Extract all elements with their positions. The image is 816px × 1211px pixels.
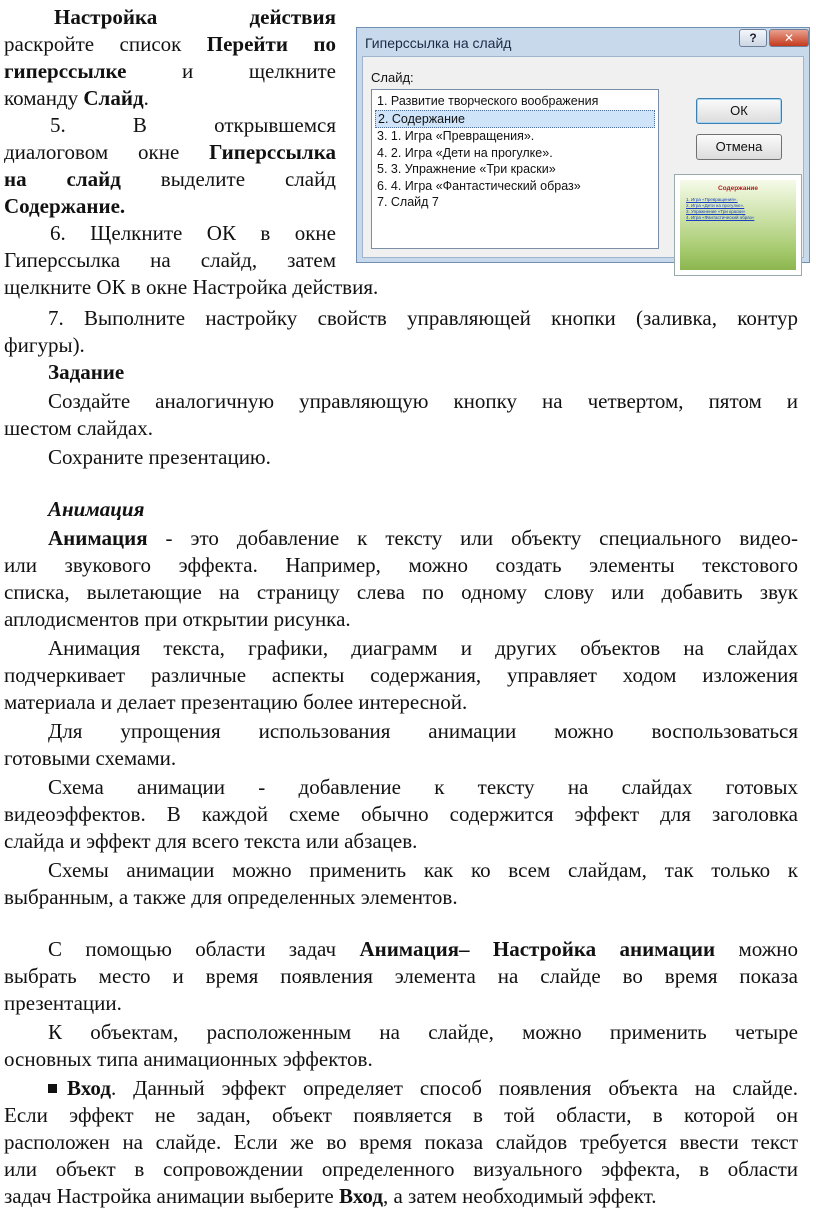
- text-line: задач Настройка анимации выберите Вход, а затем необходимый эффект.: [4, 1184, 657, 1208]
- slide-list-item[interactable]: 4. 2. Игра «Дети на прогулке».: [377, 145, 553, 160]
- preview-link: 2. Игра «Дети на прогулке».: [686, 203, 745, 208]
- text-line: Схема анимации - добавление к тексту на слайдах готовых: [48, 775, 798, 799]
- text-line: презентации.: [4, 991, 122, 1015]
- bullet-line: Вход. Данный эффект определяет способ появления объекта на слайде.: [48, 1075, 798, 1102]
- ok-button[interactable]: ОК: [696, 98, 782, 124]
- slide-list-item[interactable]: 7. Слайд 7: [377, 195, 439, 209]
- text-line: видеоэффектов. В каждой схеме обычно содержится эффект для заголовка: [4, 802, 798, 826]
- text-line: команду Слайд.: [4, 86, 149, 110]
- text-line: Если эффект не задан, объект появляется в той области, в которой он: [4, 1103, 798, 1127]
- text-line: Для упрощения использования анимации можно воспользоваться: [48, 719, 798, 743]
- text-line: Схемы анимации можно применить как ко всем слайдам, так только к: [48, 858, 798, 882]
- slide-list-item[interactable]: 5. 3. Упражнение «Три краски»: [377, 162, 556, 176]
- text-line: основных типа анимационных эффектов.: [4, 1047, 373, 1071]
- text-line: аплодисментов при открытии рисунка.: [4, 607, 351, 631]
- text-line: К объектам, расположенным на слайде, можно применить четыре: [48, 1020, 798, 1044]
- text-line: списка, вылетающие на страницу слева по одному слову или добавить звук: [4, 580, 798, 604]
- text-line: раскройте список Перейти по: [4, 32, 336, 56]
- text-line: шестом слайдах.: [4, 416, 153, 440]
- text-line: слайда и эффект для всего текста или абзацев.: [4, 829, 418, 853]
- help-button[interactable]: ?: [739, 29, 767, 47]
- slide-preview-thumbnail: [680, 180, 796, 270]
- close-button[interactable]: ✕: [769, 29, 809, 47]
- section-heading: Анимация: [48, 497, 145, 521]
- text-line: на слайд выделите слайд: [4, 167, 336, 191]
- text-line: С помощью области задач Анимация– Настройка анимации можно: [48, 937, 798, 961]
- dialog-title: Гиперссылка на слайд: [365, 35, 512, 51]
- text-line: готовыми схемами.: [4, 746, 177, 770]
- slide-list-item[interactable]: 3. 1. Игра «Превращения».: [377, 129, 535, 143]
- text-line: Настройка действия: [54, 5, 336, 29]
- text-line: Анимация текста, графики, диаграмм и других объектов на слайдах: [48, 636, 798, 660]
- hyperlink-to-slide-dialog: [356, 27, 810, 263]
- text-line: диалоговом окне Гиперссылка: [4, 140, 336, 164]
- text-line: 6. Щелкните ОК в окне: [50, 221, 336, 245]
- text-line: гиперссылке и щелкните: [4, 59, 336, 83]
- slide-listbox[interactable]: [371, 89, 659, 249]
- preview-link: 3. Упражнение «Три краски»: [686, 209, 746, 214]
- slide-list-item[interactable]: 6. 4. Игра «Фантастический образ»: [377, 178, 581, 193]
- text-line: выбрать место и время появления элемента на слайде во время показа: [4, 964, 798, 988]
- section-heading: Задание: [48, 360, 125, 384]
- text-line: или объект в сопровождении определенного визуального эффекта, в области: [4, 1157, 798, 1181]
- cancel-button[interactable]: Отмена: [696, 134, 782, 160]
- square-bullet-icon: [48, 1084, 57, 1093]
- preview-link: 4. Игра «Фантастический образ»: [686, 215, 755, 220]
- preview-links: [686, 197, 754, 221]
- slide-list-item-selected[interactable]: 2. Содержание: [375, 110, 655, 129]
- preview-title: Содержание: [717, 185, 759, 192]
- text-line: 5. В открывшемся: [50, 113, 336, 137]
- text-line: фигуры).: [4, 333, 85, 357]
- preview-link: 1. Игра «Превращения».: [686, 197, 738, 202]
- text-line: Создайте аналогичную управляющую кнопку на четвертом, пятом и: [48, 389, 798, 413]
- text-line: щелкните ОК в окне Настройка действия.: [4, 275, 379, 299]
- text-line: подчеркивает различные аспекты содержания, управляет ходом изложения: [4, 663, 798, 687]
- text-line: расположен на слайде. Если же во время показа слайдов требуется ввести текст: [4, 1130, 798, 1154]
- text-line: или звукового эффекта. Например, можно создать элементы текстового: [4, 553, 798, 577]
- text-line: Сохраните презентацию.: [48, 445, 271, 469]
- slide-list-item[interactable]: 1. Развитие творческого воображения: [377, 94, 599, 108]
- slide-preview: [674, 174, 802, 276]
- text-line: Содержание.: [4, 194, 126, 218]
- text-line: 7. Выполните настройку свойств управляющей кнопки (заливка, контур: [48, 306, 798, 330]
- text-line: Гиперссылка на слайд, затем: [4, 248, 336, 272]
- text-line: Анимация - это добавление к тексту или объекту специального видео-: [48, 526, 798, 550]
- slide-list-label: Слайд:: [371, 70, 414, 85]
- text-line: материала и делает презентацию более интересной.: [4, 690, 468, 714]
- text-line: выбранным, а также для определенных элементов.: [4, 885, 458, 909]
- dialog-body: [362, 56, 804, 258]
